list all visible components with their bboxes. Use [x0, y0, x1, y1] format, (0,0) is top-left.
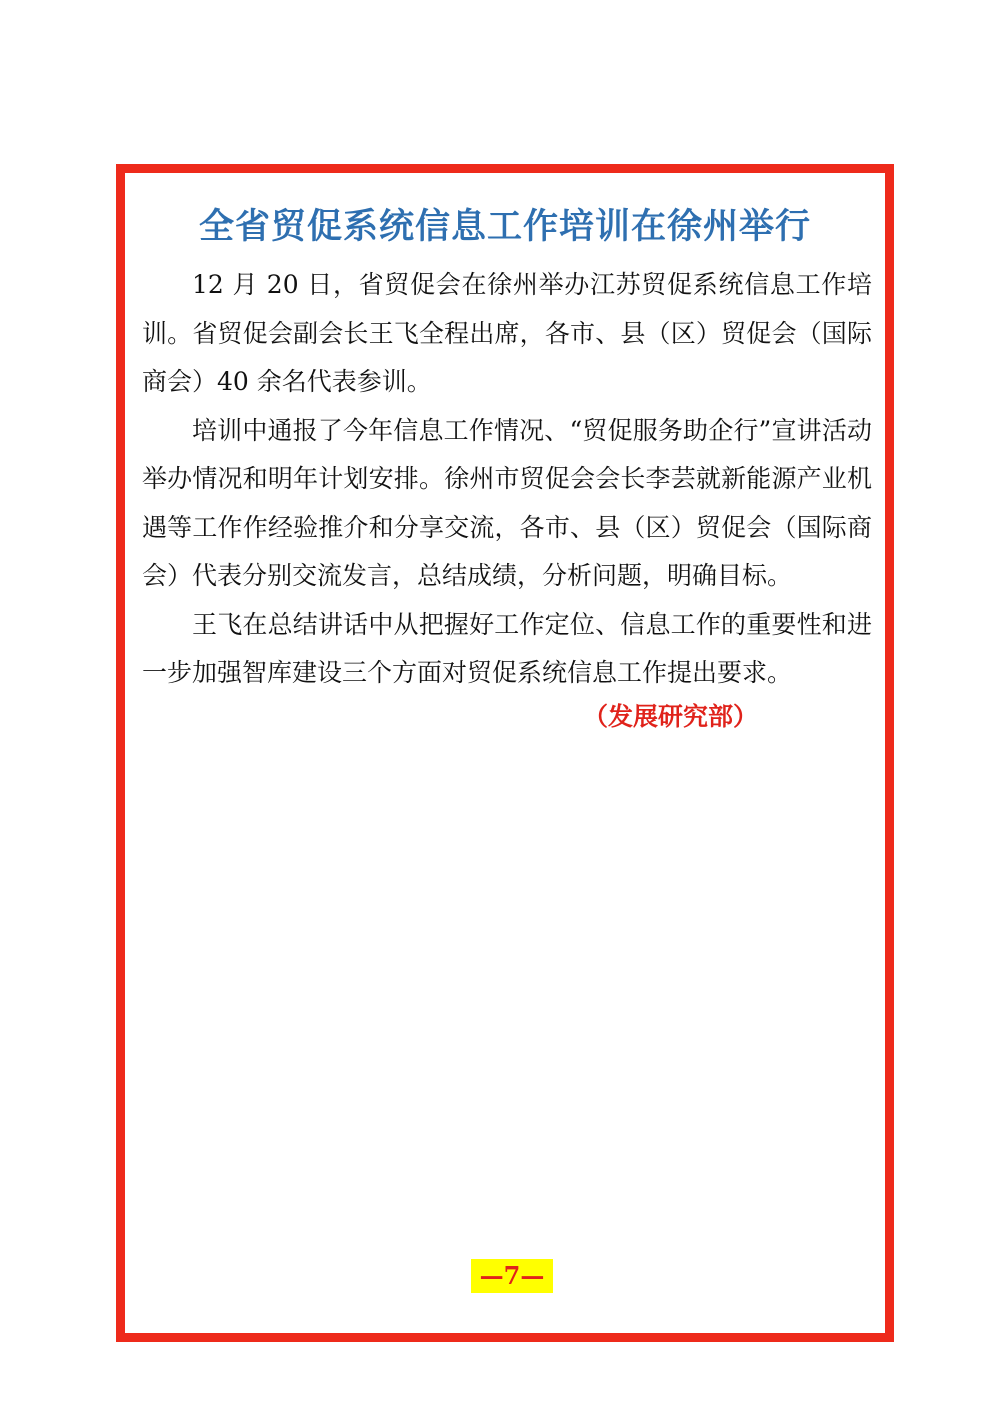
- paragraph-2: 培训中通报了今年信息工作情况、“贸促服务助企行”宣讲活动举办情况和明年计划安排。徐州市贸促会会长李芸就新能源产业机遇等工作作经验推介和分享交流，各市、县（区）贸促会（国际商会）代表分别交流发言，总结成绩，分析问题，明确目标。: [142, 415, 872, 590]
- source-department: （发展研究部）: [583, 702, 759, 731]
- article-body: [142, 261, 872, 698]
- paragraph-3: 王飞在总结讲话中从把握好工作定位、信息工作的重要性和进一步加强智库建设三个方面对贸促系统信息工作提出要求。: [142, 609, 872, 687]
- page-number: —7—: [471, 1259, 553, 1293]
- article-title: 全省贸促系统信息工作培训在徐州举行: [198, 206, 811, 247]
- paragraph-1: 12 月 20 日，省贸促会在徐州举办江苏贸促系统信息工作培训。省贸促会副会长王飞全程出席，各市、县（区）贸促会（国际商会）40 余名代表参训。: [142, 270, 872, 396]
- red-border-frame: [116, 164, 894, 1342]
